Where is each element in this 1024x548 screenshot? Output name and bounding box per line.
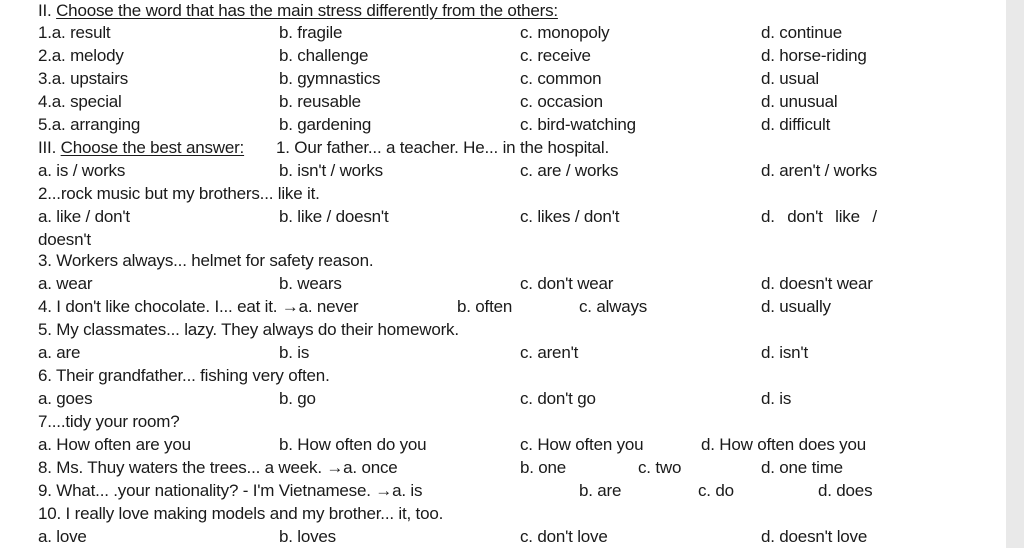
s2-q2-c: c. receive — [520, 46, 591, 65]
s3-q4-d: d. usually — [761, 297, 831, 316]
s2-q3-b: b. gymnastics — [279, 69, 381, 88]
s2-q5-a: 5.a. arranging — [38, 115, 141, 134]
s3-q1-a: a. is / works — [38, 161, 126, 180]
s2-q5-b: b. gardening — [279, 115, 372, 134]
s2-q3-a: 3.a. upstairs — [38, 69, 129, 88]
s3-q1-d: d. aren't / works — [761, 161, 878, 180]
s3-q6-d: d. is — [761, 389, 792, 408]
s3-q10-b: b. loves — [279, 527, 336, 546]
s3-q5-c: c. aren't — [520, 343, 579, 362]
s3-q9-b: b. are — [579, 481, 622, 500]
s3-q4-stem: 4. I don't like chocolate. I... eat it. →a. never — [38, 297, 359, 316]
s3-q10-stem: 10. I really love making models and my brother... it, too. — [38, 504, 444, 523]
s3-q1-c: c. are / works — [520, 161, 619, 180]
s2-q2-d: d. horse-riding — [761, 46, 867, 65]
s2-q5-d: d. difficult — [761, 115, 831, 134]
s2-q1-b: b. fragile — [279, 23, 343, 42]
s3-q5-b: b. is — [279, 343, 310, 362]
s3-q5-d: d. isn't — [761, 343, 809, 362]
s3-q6-c: c. don't go — [520, 389, 596, 408]
s2-q4-a: 4.a. special — [38, 92, 122, 111]
s3-q1-b: b. isn't / works — [279, 161, 383, 180]
s3-q7-stem: 7....tidy your room? — [38, 412, 180, 431]
s2-q4-c: c. occasion — [520, 92, 603, 111]
s3-q10-d: d. doesn't love — [761, 527, 868, 546]
s3-q2-c: c. likes / don't — [520, 207, 620, 226]
section-2-instruction: Choose the word that has the main stress differently from the others: — [56, 1, 558, 20]
s3-q9-d: d. does — [818, 481, 873, 500]
s3-q2-b: b. like / doesn't — [279, 207, 389, 226]
s3-q6-stem: 6. Their grandfather... fishing very often. — [38, 366, 330, 385]
s2-q1-d: d. continue — [761, 23, 842, 42]
s2-q5-c: c. bird-watching — [520, 115, 636, 134]
section-2-number: II. — [38, 1, 52, 20]
s3-q1-stem: 1. Our father... a teacher. He... in the hospital. — [276, 138, 610, 157]
section-2-heading — [38, 1, 558, 21]
s3-q6-b: b. go — [279, 389, 316, 408]
s2-q3-d: d. usual — [761, 69, 819, 88]
page-edge-shadow — [1006, 0, 1024, 548]
s2-q4-d: d. unusual — [761, 92, 838, 111]
s3-q8-c: c. two — [638, 458, 682, 477]
s3-q10-c: c. don't love — [520, 527, 608, 546]
section-3-number: III. — [38, 138, 57, 157]
s3-q2-d: d. don't like / — [761, 207, 877, 226]
section-3-heading — [38, 138, 244, 158]
s3-q7-c: c. How often you — [520, 435, 644, 454]
s2-q4-b: b. reusable — [279, 92, 361, 111]
s3-q9-c: c. do — [698, 481, 734, 500]
section-3-instruction: Choose the best answer: — [60, 138, 245, 157]
s3-q8-b: b. one — [520, 458, 567, 477]
s3-q10-a: a. love — [38, 527, 87, 546]
s3-q5-stem: 5. My classmates... lazy. They always do their homework. — [38, 320, 459, 339]
s3-q3-b: b. wears — [279, 274, 342, 293]
s3-q7-a: a. How often are you — [38, 435, 191, 454]
s2-q2-b: b. challenge — [279, 46, 369, 65]
s2-q1-a: 1.a. result — [38, 23, 111, 42]
s2-q3-c: c. common — [520, 69, 602, 88]
s3-q3-c: c. don't wear — [520, 274, 614, 293]
s3-q3-stem: 3. Workers always... helmet for safety reason. — [38, 251, 374, 270]
s2-q1-c: c. monopoly — [520, 23, 610, 42]
s3-q3-a: a. wear — [38, 274, 93, 293]
s3-q4-c: c. always — [579, 297, 648, 316]
s3-q2-a: a. like / don't — [38, 207, 130, 226]
s3-q8-stem: 8. Ms. Thuy waters the trees... a week. →a. once — [38, 458, 398, 477]
s3-q5-a: a. are — [38, 343, 81, 362]
s3-q6-a: a. goes — [38, 389, 93, 408]
s3-q2-d-continued: doesn't — [38, 230, 91, 249]
s3-q7-d: d. How often does you — [701, 435, 866, 454]
s3-q3-d: d. doesn't wear — [761, 274, 873, 293]
s3-q9-stem: 9. What... .your nationality? - I'm Vietnamese. →a. is — [38, 481, 423, 500]
s3-q7-b: b. How often do you — [279, 435, 427, 454]
s3-q8-d: d. one time — [761, 458, 843, 477]
s2-q2-a: 2.a. melody — [38, 46, 124, 65]
s3-q4-b: b. often — [457, 297, 513, 316]
s3-q2-stem: 2...rock music but my brothers... like it. — [38, 184, 320, 203]
